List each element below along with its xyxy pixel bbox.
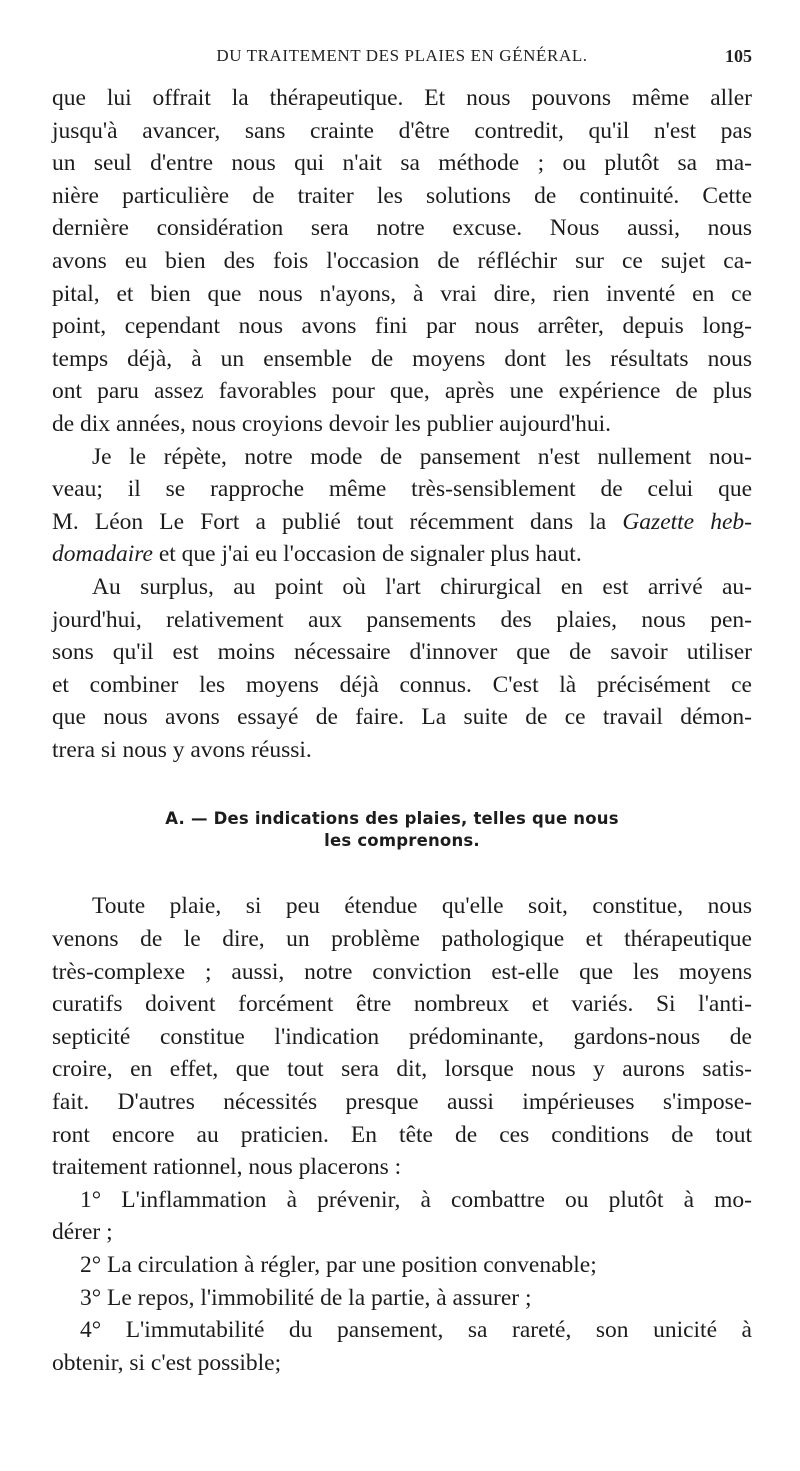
text-line: traitement rationnel, nous placerons : — [52, 1154, 402, 1181]
text-line: jusqu'à avancer, sans crainte d'être contredit, qu'il n'est pas — [52, 117, 752, 144]
text-line: très-complexe ; aussi, notre conviction est-elle que les moyens — [52, 958, 752, 985]
text-line: trera si nous y avons réussi. — [52, 736, 312, 763]
book-page — [52, 46, 752, 1379]
text-line: et combiner les moyens déjà connus. C'est là précisément ce — [52, 671, 752, 698]
text-line: pital, et bien que nous n'ayons, à vrai dire, rien inventé en ce — [52, 280, 752, 307]
running-head — [52, 46, 752, 82]
text-line: Toute plaie, si peu étendue qu'elle soit, constitue, nous — [92, 893, 752, 920]
list-item — [52, 1314, 752, 1379]
text-line: Au surplus, au point où l'art chirurgical en est arrivé au- — [92, 573, 752, 600]
text-line: curatifs doivent forcément être nombreux et variés. Si l'anti- — [52, 991, 752, 1018]
page-number: 105 — [725, 46, 752, 66]
list-item — [52, 1249, 752, 1282]
text-line: 2° La circulation à régler, par une position convenable; — [80, 1252, 597, 1278]
text-line: veau; il se rapproche même très-sensiblement de celui que — [52, 476, 752, 503]
text-line: sons qu'il est moins nécessaire d'innover que de savoir utiliser — [52, 639, 752, 666]
text-line — [52, 538, 752, 571]
journal-title-italic: domadaire — [52, 541, 153, 568]
text-line: point, cependant nous avons fini par nous arrêter, depuis long- — [52, 313, 752, 340]
section-heading — [52, 808, 752, 852]
text-line: avons eu bien des fois l'occasion de réfléchir sur ce sujet ca- — [52, 247, 752, 274]
text-line: ront encore au praticien. En tête de ces conditions de tout — [52, 1121, 752, 1148]
section-heading-line: les comprenons. — [324, 831, 480, 851]
text-run: et que j'ai eu l'occasion de signaler plus haut. — [152, 541, 582, 568]
text-line: dérer ; — [52, 1219, 113, 1246]
text-line: septicité constitue l'indication prédominante, gardons-nous de — [52, 1023, 752, 1050]
list-item — [52, 1282, 752, 1315]
text-run: M. Léon Le Fort a publié tout récemment dans la — [52, 508, 623, 535]
text-line: 1° L'inflammation à prévenir, à combattre ou plutôt à mo- — [80, 1186, 752, 1213]
running-title: DU TRAITEMENT DES PLAIES EN GÉNÉRAL. — [216, 46, 588, 65]
paragraph-continuation — [52, 82, 752, 441]
text-line: croire, en effet, que tout sera dit, lorsque nous y aurons satis- — [52, 1056, 752, 1083]
paragraph-au-surplus — [52, 571, 752, 767]
text-line: Je le répète, notre mode de pansement n'est nullement nou- — [92, 443, 752, 470]
text-line: obtenir, si c'est possible; — [52, 1349, 282, 1376]
text-line: un seul d'entre nous qui n'ait sa méthode ; ou plutôt sa ma- — [52, 150, 752, 177]
text-line: 3° Le repos, l'immobilité de la partie, à assurer ; — [80, 1284, 532, 1311]
text-line: ont paru assez favorables pour que, après une expérience de plus — [52, 378, 752, 405]
text-line: nière particulière de traiter les solutions de continuité. Cette — [52, 182, 752, 209]
text-line: temps déjà, à un ensemble de moyens dont les résultats nous — [52, 345, 752, 372]
text-line: que nous avons essayé de faire. La suite de ce travail démon- — [52, 704, 752, 731]
paragraph-toute-plaie — [52, 890, 752, 1183]
text-line: de dix années, nous croyions devoir les publier aujourd'hui. — [52, 410, 611, 437]
text-line: venons de le dire, un problème pathologique et thérapeutique — [52, 926, 752, 953]
text-line: 4° L'immutabilité du pansement, sa rareté, son unicité à — [80, 1317, 752, 1344]
text-line: dernière considération sera notre excuse. Nous aussi, nous — [52, 215, 752, 242]
text-line — [52, 506, 752, 539]
list-item — [52, 1184, 752, 1249]
paragraph-mode-de-pansement — [52, 441, 752, 571]
text-line: jourd'hui, relativement aux pansements des plaies, nous pen- — [52, 606, 752, 633]
section-heading-line: A. — Des indications des plaies, telles que nous — [165, 809, 619, 829]
journal-title-italic: Gazette heb- — [622, 508, 752, 535]
text-line: que lui offrait la thérapeutique. Et nous pouvons même aller — [52, 85, 752, 111]
text-line: fait. D'autres nécessités presque aussi impérieuses s'impose- — [52, 1089, 752, 1116]
